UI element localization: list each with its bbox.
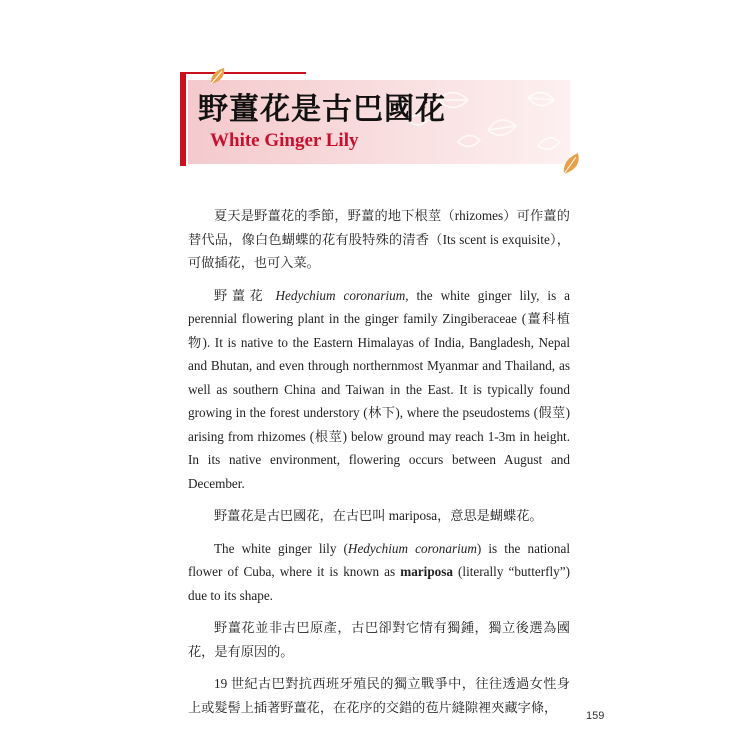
p4-lead: The white ginger lily ( [214, 540, 348, 556]
leaf-bottom-icon [560, 150, 584, 178]
p2-species-name: Hedychium coronarium [275, 287, 406, 303]
p4-species-name: Hedychium coronarium [347, 540, 477, 556]
paragraph-2 [188, 284, 570, 496]
paragraph-3: 野薑花是古巴國花，在古巴叫 mariposa，意思是蝴蝶花。 [214, 508, 543, 523]
page-title-english: White Ginger Lily [210, 130, 359, 151]
p4-mariposa: mariposa [400, 564, 453, 579]
paragraph-5: 野薑花並非古巴原產，古巴卻對它情有獨鍾，獨立後選為國花，是有原因的。 [188, 620, 570, 659]
banner-top-rule [186, 72, 306, 74]
p2-lead: 野薑花 [214, 287, 276, 303]
article-body [188, 204, 570, 728]
paragraph-1: 夏天是野薑花的季節，野薑的地下根莖（rhizomes）可作薑的替代品，像白色蝴蝶的花有股特殊的清香（Its scent is exquisite），可做插花，也可入菜。 [188, 208, 570, 270]
paragraph-6: 19 世紀古巴對抗西班牙殖民的獨立戰爭中，往往透過女性身上或髮髻上插著野薑花，在花序的交錯的苞片縫隙裡夾藏字條， [188, 676, 570, 715]
banner-accent-bar [180, 72, 186, 166]
paragraph-4 [188, 537, 570, 608]
p2-rest: , the white ginger lily, is a perennial flowering plant in the ginger family Zingiberaceae (薑科植物). It is native to the Eastern Himalayas of India, Bangladesh, Nepal and Bhutan, and even through northernmost Myanmar and Thailand, as well as southern China and Taiwan in the East. It is typically found growing in the forest understory (林下), where the pseudostems (假莖) arising from rhizomes (根莖) below ground may reach 1-3m in height. In its native environment, flowering occurs between August and December. [188, 287, 571, 491]
page-title-chinese: 野薑花是古巴國花 [198, 92, 446, 127]
p4-end: (literally “butterfly”) due to its shape. [188, 564, 570, 603]
p4-mid: ) is the national flower of Cuba, where it is known as [188, 540, 570, 579]
page-number: 159 [586, 710, 605, 722]
